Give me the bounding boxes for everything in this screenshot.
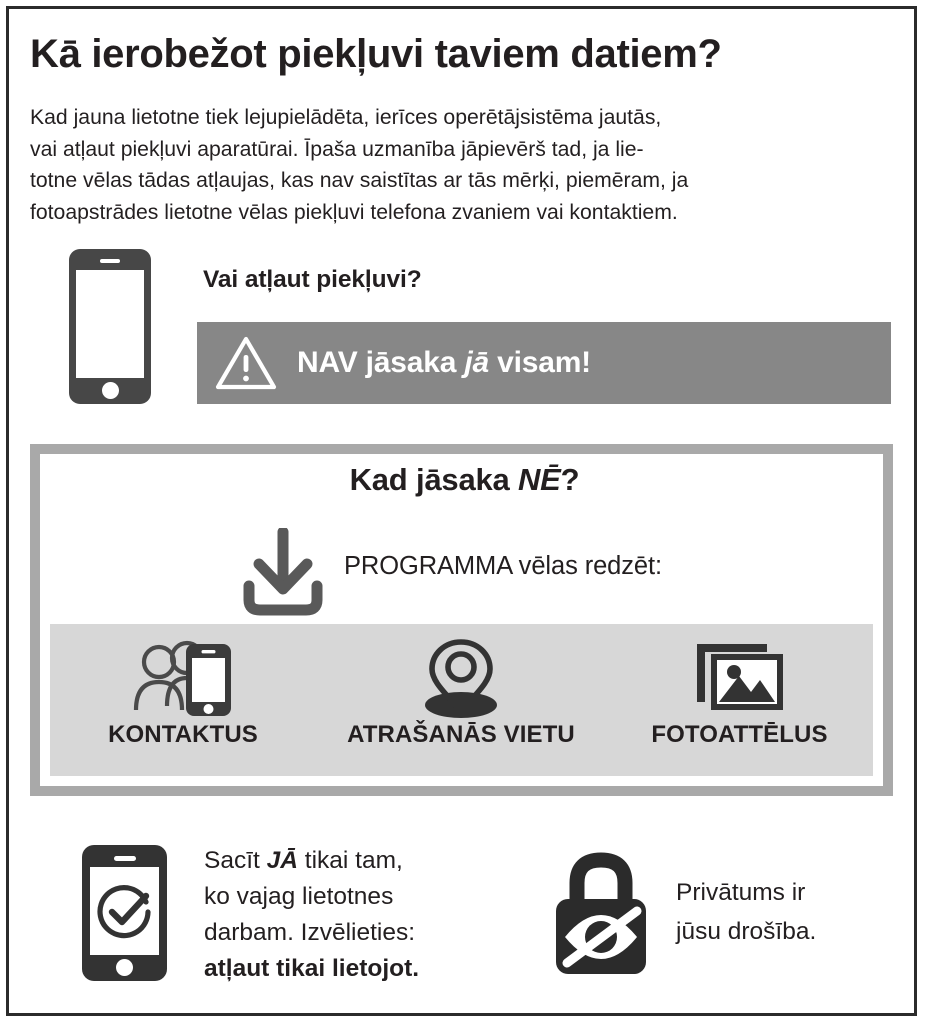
warning-triangle-icon bbox=[215, 335, 277, 391]
warning-banner bbox=[197, 322, 891, 404]
intro-line-1: Kad jauna lietotne tiek lejupielādēta, ierīces operētājsistēma jautās, bbox=[30, 106, 662, 129]
warning-banner-text bbox=[297, 346, 591, 380]
yes-line-1 bbox=[204, 843, 524, 879]
program-wants-text: PROGRAMMA vēlas redzēt: bbox=[344, 552, 662, 580]
privacy-line-1: Privātums ir bbox=[676, 879, 806, 906]
photos-icon bbox=[689, 636, 791, 718]
lock-hidden-eye-icon bbox=[547, 849, 655, 977]
no-heading-before: Kad jāsaka bbox=[349, 462, 518, 497]
contacts-icon bbox=[129, 636, 237, 720]
phone-check-screen bbox=[90, 867, 159, 955]
no-heading-emphasis: NĒ bbox=[517, 462, 561, 497]
permission-item-contacts bbox=[50, 624, 316, 776]
location-pin-icon bbox=[411, 636, 511, 722]
warning-text-after: visam! bbox=[488, 346, 591, 379]
yes-line-4 bbox=[204, 951, 524, 987]
phone-body bbox=[69, 249, 151, 404]
phone-check-icon bbox=[82, 845, 167, 981]
yes-line-3: darbam. Izvēlieties: bbox=[204, 919, 416, 946]
say-no-heading bbox=[0, 462, 929, 498]
intro-line-3: totne vēlas tādas atļaujas, kas nav saistītas ar tās mērķi, piemēram, ja bbox=[30, 169, 689, 192]
phone-check-home-button bbox=[116, 959, 133, 976]
phone-screen bbox=[76, 270, 144, 378]
yes-line-2: ko vajag lietotnes bbox=[204, 883, 394, 910]
permission-label-location: ATRAŠANĀS VIETU bbox=[347, 721, 575, 748]
check-circle-icon bbox=[96, 882, 154, 940]
warning-text-before: NAV jāsaka bbox=[297, 346, 465, 379]
phone-speaker bbox=[100, 259, 120, 263]
phone-home-button bbox=[102, 382, 119, 399]
permission-label-contacts: KONTAKTUS bbox=[108, 721, 258, 748]
download-icon bbox=[237, 528, 329, 616]
permission-item-location bbox=[316, 624, 606, 776]
yes-line1-after: tikai tam, bbox=[297, 847, 403, 874]
permission-label-photos: FOTOATTĒLUS bbox=[651, 721, 828, 748]
privacy-text bbox=[676, 873, 906, 951]
intro-line-2: vai atļaut piekļuvi aparatūrai. Īpaša uzmanība jāpievērš tad, ja lie- bbox=[30, 137, 644, 161]
smartphone-icon bbox=[69, 249, 151, 404]
permission-icon-strip bbox=[50, 624, 873, 776]
phone-check-body bbox=[82, 845, 167, 981]
yes-line1-emphasis: JĀ bbox=[266, 847, 298, 874]
warning-text-emphasis: jā bbox=[464, 346, 489, 379]
permission-item-photos bbox=[606, 624, 873, 776]
yes-line4-bold: atļaut tikai lietojot. bbox=[204, 955, 420, 982]
yes-line1-before: Sacīt bbox=[204, 847, 267, 874]
privacy-line-2: jūsu drošība. bbox=[676, 918, 817, 945]
ask-permission-heading: Vai atļaut piekļuvi? bbox=[203, 266, 422, 293]
no-heading-after: ? bbox=[560, 462, 580, 497]
say-yes-text bbox=[204, 843, 524, 987]
page-title: Kā ierobežot piekļuvi taviem datiem? bbox=[30, 32, 722, 76]
intro-line-4: fotoapstrādes lietotne vēlas piekļuvi telefona zvaniem vai kontaktiem. bbox=[30, 200, 678, 224]
intro-paragraph bbox=[30, 102, 886, 228]
phone-check-speaker bbox=[114, 856, 136, 861]
